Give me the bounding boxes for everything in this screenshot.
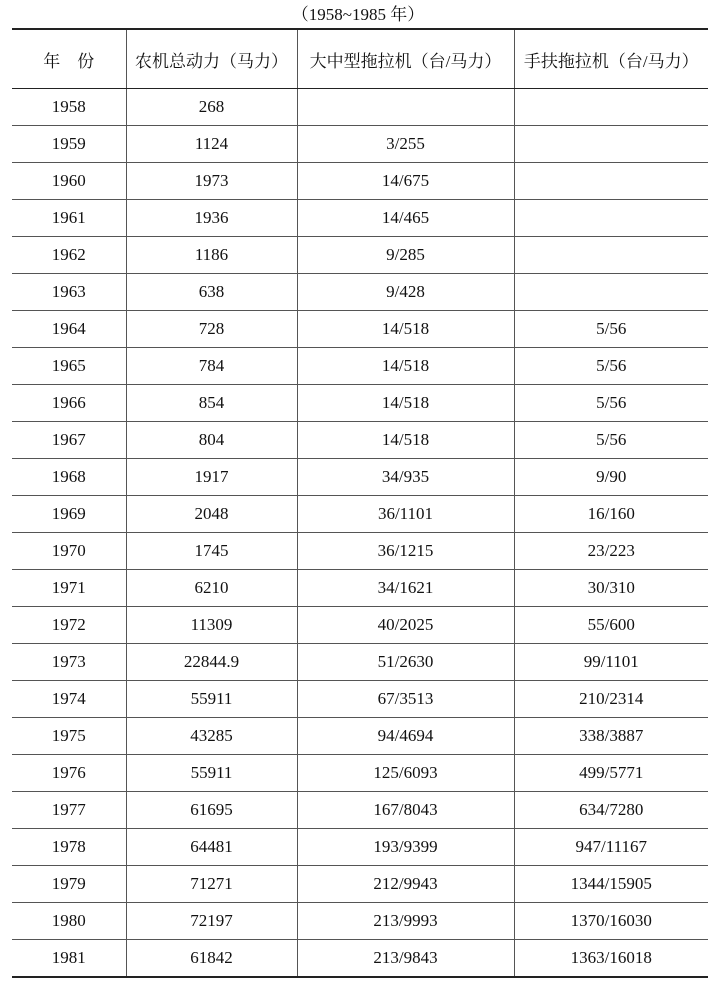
table-row xyxy=(12,496,708,533)
cell-total-power: 2048 xyxy=(126,496,297,533)
cell-year: 1963 xyxy=(12,274,126,311)
cell-year: 1960 xyxy=(12,163,126,200)
table-row xyxy=(12,200,708,237)
cell-year: 1962 xyxy=(12,237,126,274)
cell-total-power: 6210 xyxy=(126,570,297,607)
cell-large-tractors: 14/518 xyxy=(297,385,514,422)
cell-total-power: 638 xyxy=(126,274,297,311)
cell-total-power: 784 xyxy=(126,348,297,385)
cell-total-power: 61695 xyxy=(126,792,297,829)
table-row xyxy=(12,237,708,274)
cell-large-tractors: 94/4694 xyxy=(297,718,514,755)
table-row xyxy=(12,866,708,903)
cell-hand-tractors: 1344/15905 xyxy=(514,866,708,903)
cell-large-tractors: 14/518 xyxy=(297,348,514,385)
cell-large-tractors: 213/9993 xyxy=(297,903,514,940)
cell-hand-tractors xyxy=(514,237,708,274)
cell-large-tractors: 14/675 xyxy=(297,163,514,200)
table-row xyxy=(12,422,708,459)
cell-total-power: 43285 xyxy=(126,718,297,755)
cell-hand-tractors: 16/160 xyxy=(514,496,708,533)
table-row xyxy=(12,940,708,978)
cell-total-power: 1186 xyxy=(126,237,297,274)
cell-large-tractors: 125/6093 xyxy=(297,755,514,792)
cell-year: 1978 xyxy=(12,829,126,866)
cell-hand-tractors: 23/223 xyxy=(514,533,708,570)
cell-hand-tractors: 1363/16018 xyxy=(514,940,708,978)
table-row xyxy=(12,607,708,644)
table-row xyxy=(12,385,708,422)
cell-large-tractors: 36/1101 xyxy=(297,496,514,533)
table-row xyxy=(12,311,708,348)
cell-hand-tractors: 338/3887 xyxy=(514,718,708,755)
header-large-tractors: 大中型拖拉机（台/马力） xyxy=(297,29,514,89)
cell-hand-tractors: 210/2314 xyxy=(514,681,708,718)
table-body xyxy=(12,89,708,978)
cell-year: 1959 xyxy=(12,126,126,163)
table-row xyxy=(12,163,708,200)
cell-large-tractors: 67/3513 xyxy=(297,681,514,718)
cell-year: 1967 xyxy=(12,422,126,459)
cell-total-power: 854 xyxy=(126,385,297,422)
cell-hand-tractors: 55/600 xyxy=(514,607,708,644)
cell-total-power: 268 xyxy=(126,89,297,126)
table-header xyxy=(12,29,708,89)
table-row xyxy=(12,274,708,311)
cell-year: 1977 xyxy=(12,792,126,829)
cell-large-tractors: 34/935 xyxy=(297,459,514,496)
table-row xyxy=(12,903,708,940)
cell-hand-tractors xyxy=(514,200,708,237)
cell-hand-tractors: 5/56 xyxy=(514,385,708,422)
cell-hand-tractors: 1370/16030 xyxy=(514,903,708,940)
cell-large-tractors: 9/285 xyxy=(297,237,514,274)
cell-large-tractors: 14/518 xyxy=(297,422,514,459)
cell-hand-tractors: 5/56 xyxy=(514,311,708,348)
cell-large-tractors: 14/465 xyxy=(297,200,514,237)
cell-total-power: 804 xyxy=(126,422,297,459)
cell-large-tractors: 34/1621 xyxy=(297,570,514,607)
cell-hand-tractors xyxy=(514,274,708,311)
cell-large-tractors: 36/1215 xyxy=(297,533,514,570)
cell-hand-tractors: 5/56 xyxy=(514,348,708,385)
header-total-power: 农机总动力（马力） xyxy=(126,29,297,89)
cell-year: 1974 xyxy=(12,681,126,718)
cell-year: 1966 xyxy=(12,385,126,422)
cell-hand-tractors: 634/7280 xyxy=(514,792,708,829)
cell-year: 1958 xyxy=(12,89,126,126)
cell-large-tractors xyxy=(297,89,514,126)
table-row xyxy=(12,718,708,755)
cell-total-power: 55911 xyxy=(126,681,297,718)
cell-large-tractors: 40/2025 xyxy=(297,607,514,644)
cell-total-power: 72197 xyxy=(126,903,297,940)
table-row xyxy=(12,348,708,385)
cell-year: 1976 xyxy=(12,755,126,792)
cell-year: 1979 xyxy=(12,866,126,903)
cell-hand-tractors xyxy=(514,89,708,126)
cell-year: 1970 xyxy=(12,533,126,570)
header-year: 年 份 xyxy=(12,29,126,89)
cell-total-power: 728 xyxy=(126,311,297,348)
cell-total-power: 61842 xyxy=(126,940,297,978)
header-hand-tractors: 手扶拖拉机（台/马力） xyxy=(514,29,708,89)
table-row xyxy=(12,755,708,792)
table-row xyxy=(12,89,708,126)
cell-hand-tractors: 499/5771 xyxy=(514,755,708,792)
table-row xyxy=(12,829,708,866)
cell-total-power: 1917 xyxy=(126,459,297,496)
cell-hand-tractors: 30/310 xyxy=(514,570,708,607)
cell-large-tractors: 9/428 xyxy=(297,274,514,311)
cell-large-tractors: 3/255 xyxy=(297,126,514,163)
cell-year: 1972 xyxy=(12,607,126,644)
cell-large-tractors: 51/2630 xyxy=(297,644,514,681)
farm-machinery-table xyxy=(12,28,708,978)
cell-total-power: 55911 xyxy=(126,755,297,792)
cell-total-power: 1973 xyxy=(126,163,297,200)
cell-year: 1961 xyxy=(12,200,126,237)
cell-year: 1968 xyxy=(12,459,126,496)
cell-total-power: 22844.9 xyxy=(126,644,297,681)
cell-year: 1973 xyxy=(12,644,126,681)
cell-year: 1969 xyxy=(12,496,126,533)
cell-total-power: 11309 xyxy=(126,607,297,644)
table-row xyxy=(12,792,708,829)
cell-total-power: 1936 xyxy=(126,200,297,237)
table-caption: （1958~1985 年） xyxy=(291,5,425,24)
table-row xyxy=(12,533,708,570)
cell-large-tractors: 14/518 xyxy=(297,311,514,348)
cell-hand-tractors: 5/56 xyxy=(514,422,708,459)
cell-total-power: 1745 xyxy=(126,533,297,570)
cell-hand-tractors: 9/90 xyxy=(514,459,708,496)
cell-year: 1981 xyxy=(12,940,126,978)
cell-total-power: 71271 xyxy=(126,866,297,903)
cell-year: 1971 xyxy=(12,570,126,607)
table-row xyxy=(12,459,708,496)
table-row xyxy=(12,644,708,681)
cell-year: 1980 xyxy=(12,903,126,940)
table-row xyxy=(12,126,708,163)
cell-large-tractors: 167/8043 xyxy=(297,792,514,829)
cell-hand-tractors xyxy=(514,126,708,163)
cell-hand-tractors xyxy=(514,163,708,200)
cell-large-tractors: 212/9943 xyxy=(297,866,514,903)
cell-hand-tractors: 947/11167 xyxy=(514,829,708,866)
header-row xyxy=(12,29,708,89)
cell-total-power: 64481 xyxy=(126,829,297,866)
table-row xyxy=(12,570,708,607)
table-row xyxy=(12,681,708,718)
cell-large-tractors: 213/9843 xyxy=(297,940,514,978)
cell-year: 1975 xyxy=(12,718,126,755)
cell-hand-tractors: 99/1101 xyxy=(514,644,708,681)
cell-large-tractors: 193/9399 xyxy=(297,829,514,866)
cell-total-power: 1124 xyxy=(126,126,297,163)
cell-year: 1964 xyxy=(12,311,126,348)
cell-year: 1965 xyxy=(12,348,126,385)
